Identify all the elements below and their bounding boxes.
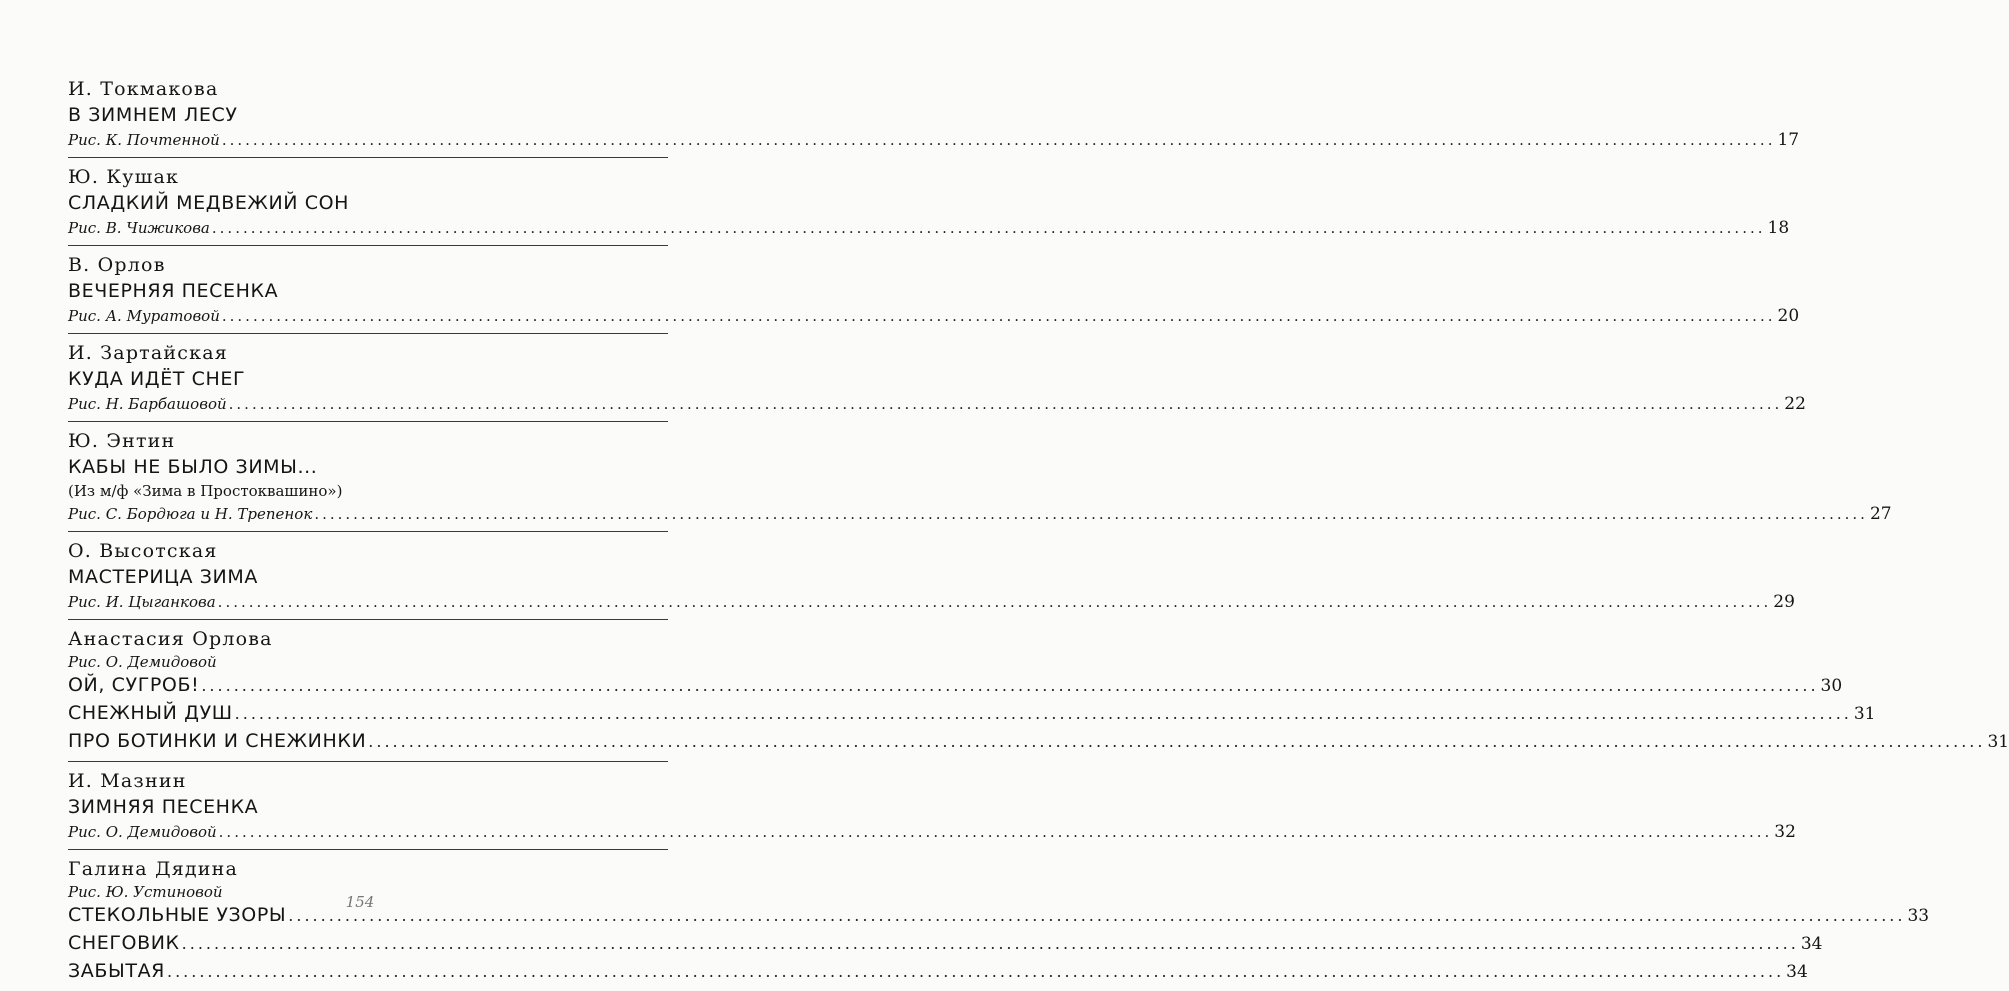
page-number: 33 <box>1907 906 1930 926</box>
leader-dots: ........................................................................................................................................................................................................ <box>368 732 1986 751</box>
leader-dots: ........................................................................................................................................................................................................ <box>211 219 1766 237</box>
illustrator: Рис. В. Чижикова <box>68 219 210 237</box>
leader-dots: ........................................................................................................................................................................................................ <box>234 704 1852 723</box>
author: О. Высотская <box>68 540 218 562</box>
page-number: 17 <box>1777 130 1800 150</box>
page-number: 34 <box>1786 962 1808 982</box>
toc-entry <box>68 532 1795 620</box>
illustrator: Рис. О. Демидовой <box>68 823 217 841</box>
poem-title: ПРО БОТИНКИ И СНЕЖИНКИ <box>68 730 367 752</box>
leader-dots: ........................................................................................................................................................................................................ <box>166 962 1785 981</box>
page-number: 22 <box>1784 394 1806 414</box>
illustrator-row <box>68 820 1796 844</box>
illustrator: Рис. О. Демидовой <box>68 653 217 671</box>
toc-entry <box>68 620 2009 762</box>
title-row <box>68 700 1876 728</box>
poem-title: СЛАДКИЙ МЕДВЕЖИЙ СОН <box>68 192 350 214</box>
poem-title: СТЕКОЛЬНЫЕ УЗОРЫ <box>68 904 287 926</box>
author: И. Мазнин <box>68 770 187 792</box>
title-row <box>68 672 1843 700</box>
title-row <box>68 728 2009 756</box>
illustrator: Рис. К. Почтенной <box>68 131 220 149</box>
illustrator-row <box>68 128 1800 152</box>
illustrator-row <box>68 304 1800 328</box>
toc-entry <box>68 158 1790 246</box>
poem-title: КАБЫ НЕ БЫЛО ЗИМЫ... <box>68 456 318 478</box>
author: Ю. Кушак <box>68 166 180 188</box>
toc-entry <box>68 762 1796 850</box>
poem-title: ЗИМНЯЯ ПЕСЕНКА <box>68 796 259 818</box>
illustrator: Рис. Ю. Устиновой <box>68 883 223 901</box>
author: В. Орлов <box>68 254 166 276</box>
leader-dots: ........................................................................................................................................................................................................ <box>201 676 1819 695</box>
poem-title: ОЙ, СУГРОБ! <box>68 674 200 696</box>
poem-title: ЗАБЫТАЯ <box>68 960 165 982</box>
author: Анастасия Орлова <box>68 628 273 650</box>
page-number: 31 <box>1853 704 1876 724</box>
illustrator: Рис. Н. Барбашовой <box>68 395 227 413</box>
illustrator-row <box>68 590 1795 614</box>
leader-dots: ........................................................................................................................................................................................................ <box>218 823 1773 841</box>
illustrator: Рис. А. Муратовой <box>68 307 220 325</box>
toc-entry <box>68 246 1800 334</box>
leader-dots: ........................................................................................................................................................................................................ <box>314 505 1868 523</box>
poem-title: СНЕГОВИК <box>68 932 180 954</box>
leader-dots: ........................................................................................................................................................................................................ <box>181 934 1799 953</box>
page-number: 20 <box>1777 306 1800 326</box>
title-row <box>68 930 1823 958</box>
illustrator: Рис. С. Бордюга и Н. Трепенок <box>68 505 313 523</box>
page-number: 34 <box>1800 934 1823 954</box>
author: И. Токмакова <box>68 78 219 100</box>
leader-dots: ........................................................................................................................................................................................................ <box>288 906 1906 925</box>
page-number: 30 <box>1820 676 1843 696</box>
illustrator-row <box>68 502 1892 526</box>
title-row <box>68 958 1808 986</box>
author: И. Зартайская <box>68 342 228 364</box>
leader-dots: ........................................................................................................................................................................................................ <box>221 131 1776 149</box>
illustrator-row <box>68 392 1806 416</box>
page-number: 32 <box>1774 822 1796 842</box>
page-number: 29 <box>1773 592 1795 612</box>
toc-entry <box>68 850 1930 991</box>
toc-entry <box>68 422 1892 532</box>
toc-entry <box>68 334 1806 422</box>
poem-title: СНЕЖНЫЙ ДУШ <box>68 702 233 724</box>
leader-dots: ........................................................................................................................................................................................................ <box>228 395 1783 413</box>
page-number: 27 <box>1869 504 1892 524</box>
source-note: (Из м/ф «Зима в Простоквашино») <box>68 482 343 500</box>
poem-title: В ЗИМНЕМ ЛЕСУ <box>68 104 238 126</box>
poem-title: КУДА ИДЁТ СНЕГ <box>68 368 246 390</box>
illustrator: Рис. И. Цыганкова <box>68 593 216 611</box>
poem-title: МАСТЕРИЦА ЗИМА <box>68 566 258 588</box>
poem-title: ВЕЧЕРНЯЯ ПЕСЕНКА <box>68 280 279 302</box>
leader-dots: ........................................................................................................................................................................................................ <box>217 593 1772 611</box>
illustrator-row <box>68 216 1790 240</box>
leader-dots: ........................................................................................................................................................................................................ <box>221 307 1776 325</box>
page-folio: 154 <box>345 893 375 911</box>
author: Ю. Энтин <box>68 430 176 452</box>
page-number: 18 <box>1767 218 1790 238</box>
author: Галина Дядина <box>68 858 239 880</box>
toc-entry <box>68 70 1800 158</box>
table-of-contents <box>68 70 2009 991</box>
page-number: 31 <box>1987 732 2009 752</box>
